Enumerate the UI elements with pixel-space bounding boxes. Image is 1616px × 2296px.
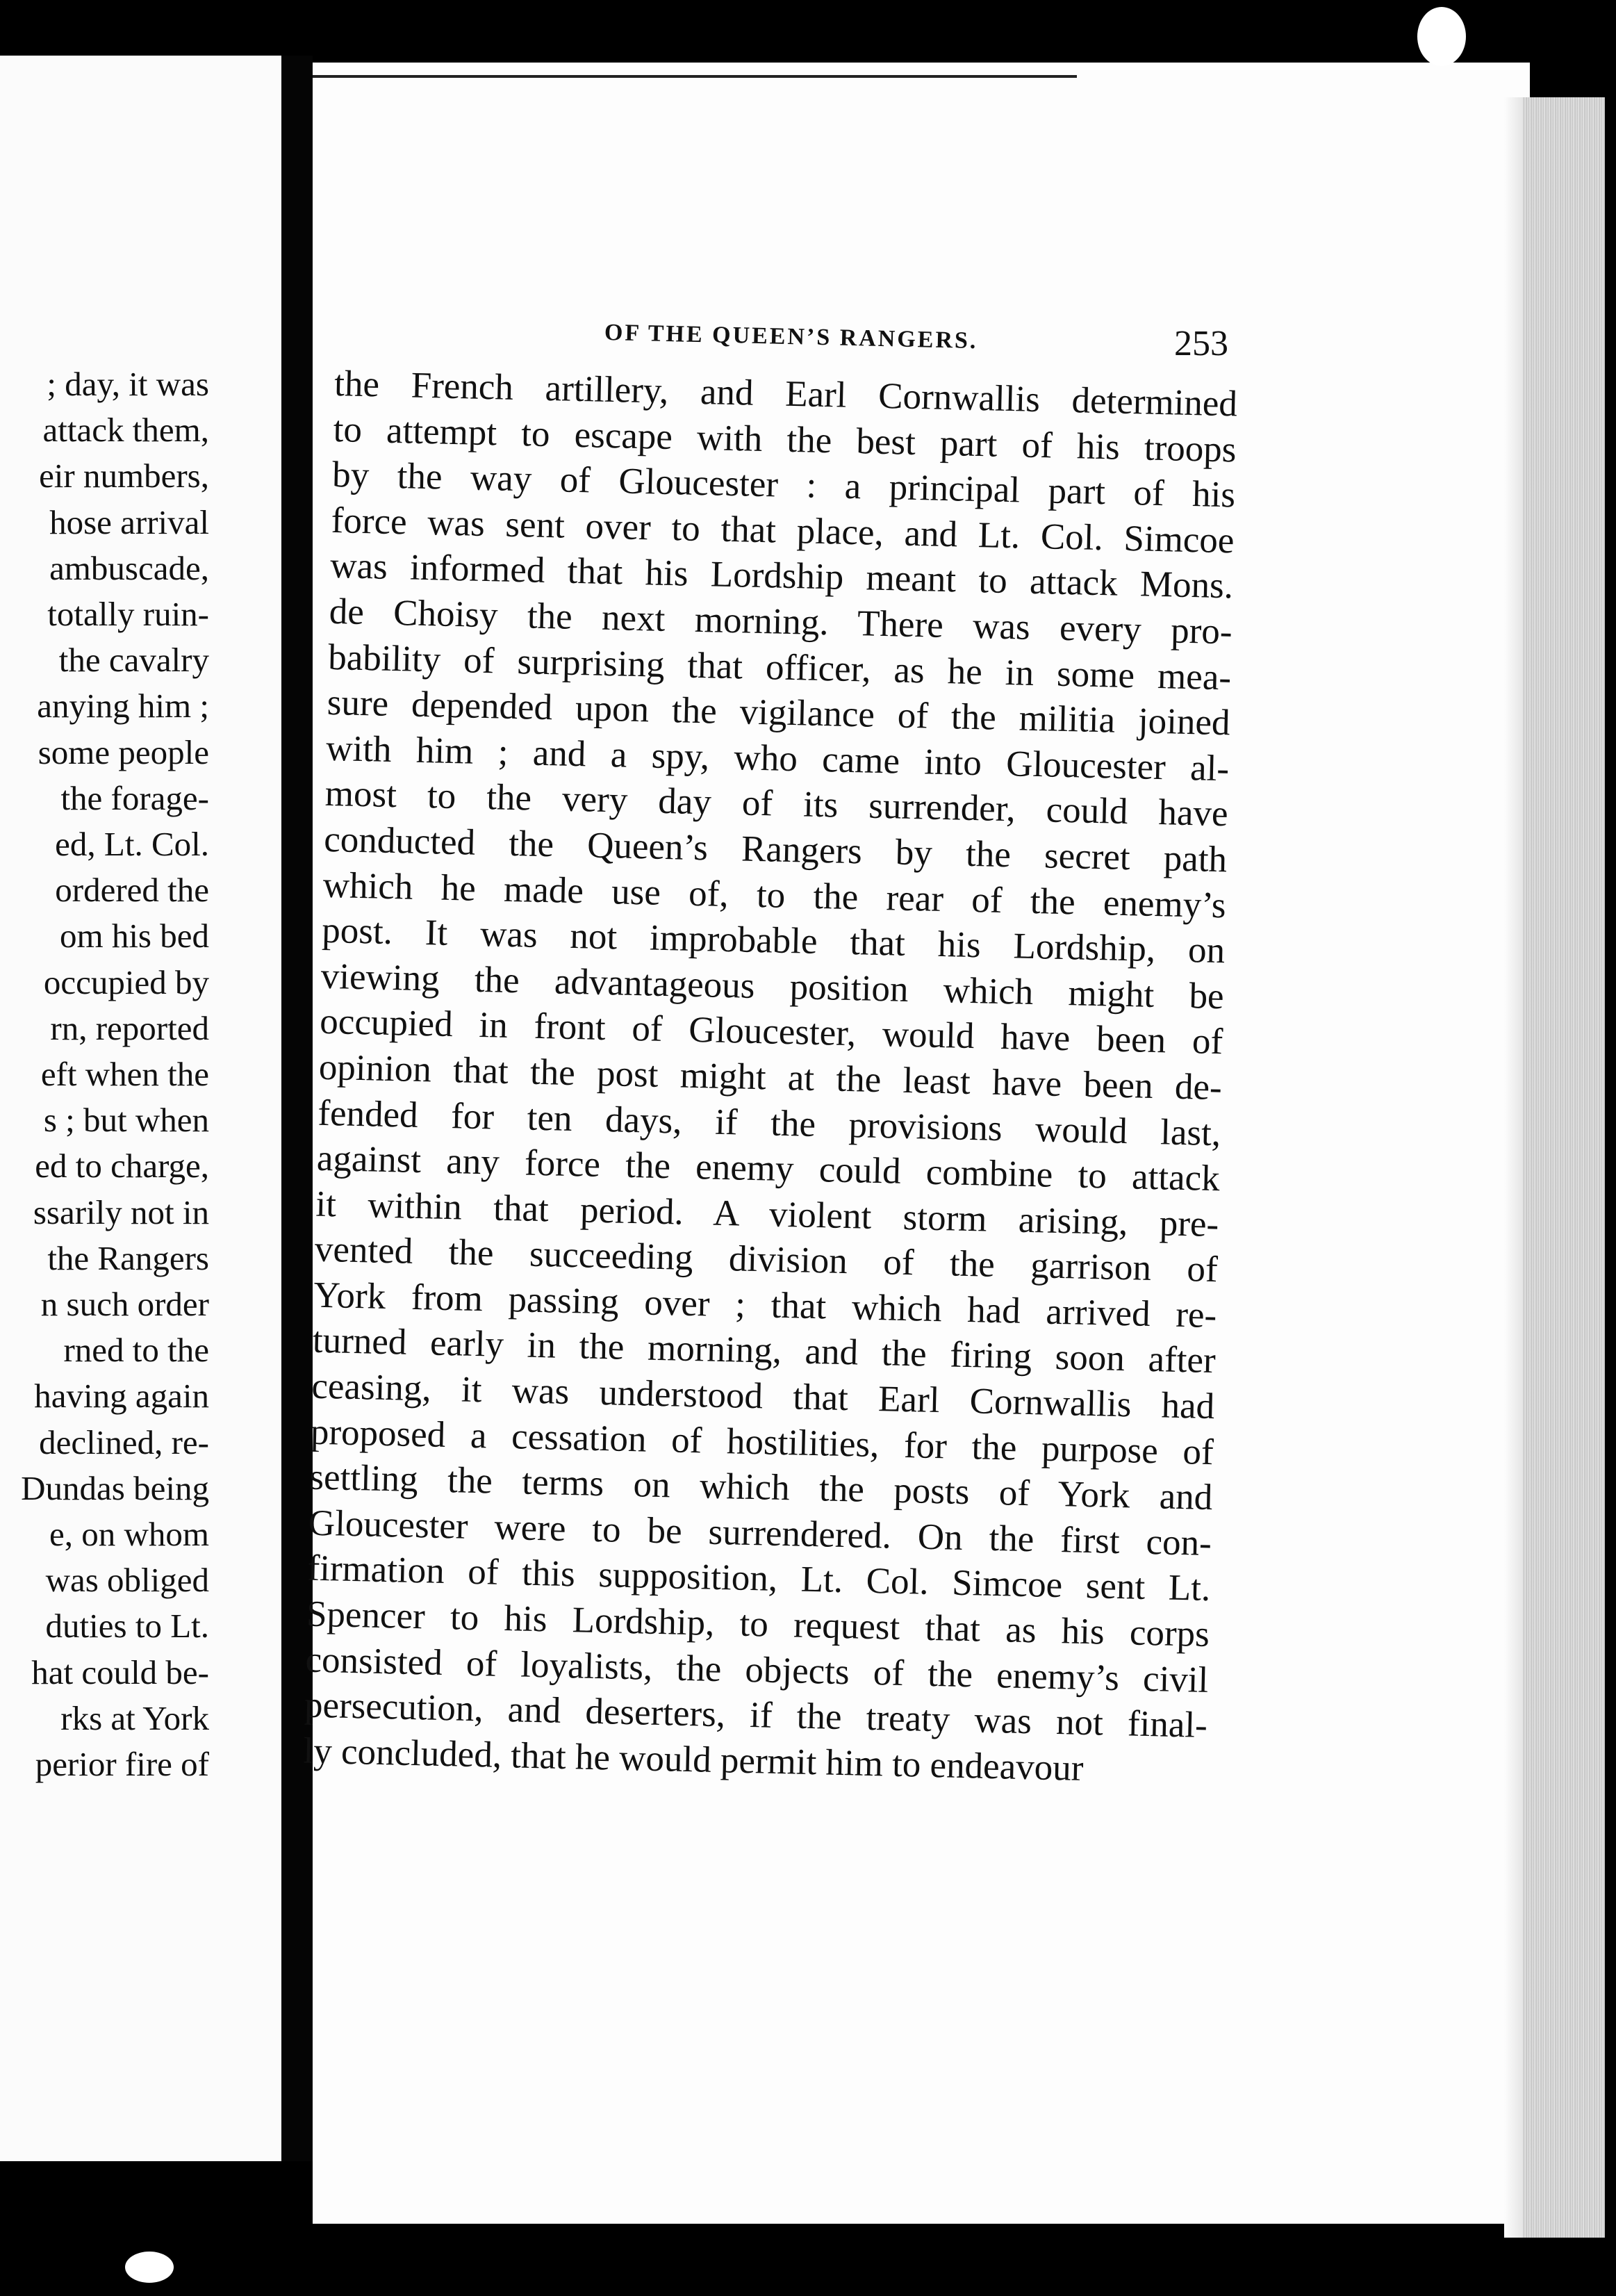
body-line: to attempt to escape with the best part of his troops [333,409,1237,470]
page-edge-shadow [1504,97,1525,2238]
left-page-line: hat could be- [31,1653,209,1691]
left-page-line: the Rangers [47,1238,209,1277]
body-line: against any force the enemy could combine to attack [316,1138,1221,1199]
running-head: OF THE QUEEN’S RANGERS. [604,320,978,354]
body-line: which he made use of, to the rear of the enemy’s [322,864,1227,926]
left-page-line: declined, re- [39,1422,209,1461]
left-page-line: rks at York [60,1698,209,1737]
left-page-line: ambuscade, [49,548,209,587]
body-line: by the way of Gloucester : a principal part of his [331,454,1236,516]
body-line: persecution, and deserters, if the treaty was not final- [304,1684,1208,1746]
body-line: opinion that the post might at the least have been de- [318,1047,1223,1108]
body-line: firmation of this supposition, Lt. Col. Simcoe sent Lt. [306,1548,1211,1609]
scan-speck [1417,7,1466,66]
left-page-line: ed to charge, [35,1147,209,1186]
left-page-line: ordered the [55,871,209,910]
body-line: most to the very day of its surrender, could have [324,773,1229,835]
left-page-line: ed, Lt. Col. [55,825,209,863]
body-line: with him ; and a spy, who came into Gloucester al- [325,728,1230,789]
left-page-line: duties to Lt. [45,1607,209,1646]
left-page-line: anying him ; [37,687,209,725]
body-line: force was sent over to that place, and Lt. Col. Simcoe [331,500,1235,561]
left-page-line: occupied by [43,962,209,1001]
left-page-line: perior fire of [35,1745,209,1783]
body-line: was informed that his Lordship meant to attack Mons. [329,546,1234,607]
left-page-line: om his bed [59,917,209,956]
left-page-line: rned to the [63,1331,209,1370]
left-page-line: totally ruin- [47,595,209,633]
body-line: sure depended upon the vigilance of the militia joined [327,682,1231,744]
left-page-line: hose arrival [49,502,209,541]
body-line: York from passing over ; that which had arrived re- [313,1274,1217,1336]
body-line: conducted the Queen’s Rangers by the secret path [323,819,1228,880]
left-page-line: having again [34,1377,209,1416]
top-rule [313,75,1077,78]
body-line: settling the terms on which the posts of York and [308,1457,1213,1518]
body-line: de Choisy the next morning. There was every pro- [329,591,1233,653]
left-page-line: the cavalry [58,641,209,680]
body-line: viewing the advantageous position which might be [320,956,1225,1017]
left-page-line: n such order [40,1285,209,1323]
left-page-line: rn, reported [50,1008,209,1047]
body-line: bability of surprising that officer, as he in some mea- [327,637,1232,698]
left-page-line: attack them, [42,411,209,450]
left-page-line: some people [38,732,209,771]
body-line: ly concluded, that he would permit him to endeavour [302,1730,1085,1789]
left-page-line: the forage- [60,778,209,817]
left-page-line: ; day, it was [47,365,209,403]
body-line: fended for ten days, if the provisions would last, [317,1092,1221,1154]
left-page [0,56,281,2161]
body-line: ceasing, it was understood that Earl Cornwallis had [311,1366,1215,1427]
book-gutter [281,56,313,2161]
body-line: occupied in front of Gloucester, would have been of [319,1001,1223,1063]
body-line: consisted of loyalists, the objects of the enemy’s civil [304,1639,1209,1700]
body-text [303,361,1238,1794]
left-page-line: Dundas being [21,1468,209,1507]
left-page-line: s ; but when [43,1101,209,1140]
body-line: vented the succeeding division of the garrison of [314,1229,1219,1290]
left-page-line: was obliged [45,1561,209,1600]
page-number: 253 [1174,324,1228,363]
left-page-line: eft when the [40,1055,209,1093]
left-page-line: eir numbers, [39,457,209,495]
body-line: proposed a cessation of hostilities, for the purpose of [310,1411,1214,1473]
body-line: turned early in the morning, and the firing soon after [312,1320,1217,1381]
left-page-line: ssarily not in [33,1192,209,1231]
page-edges [1523,97,1605,2238]
body-line: the French artillery, and Earl Cornwallis determined [333,363,1238,425]
body-line: post. It was not improbable that his Lordship, on [321,910,1226,971]
body-line: Spencer to his Lordship, to request that as his corps [306,1593,1210,1655]
left-page-line: e, on whom [49,1515,209,1553]
scan-speck [125,2252,174,2283]
body-line: Gloucester were to be surrendered. On the first con- [308,1502,1212,1564]
body-line: it within that period. A violent storm arising, pre- [315,1183,1219,1245]
